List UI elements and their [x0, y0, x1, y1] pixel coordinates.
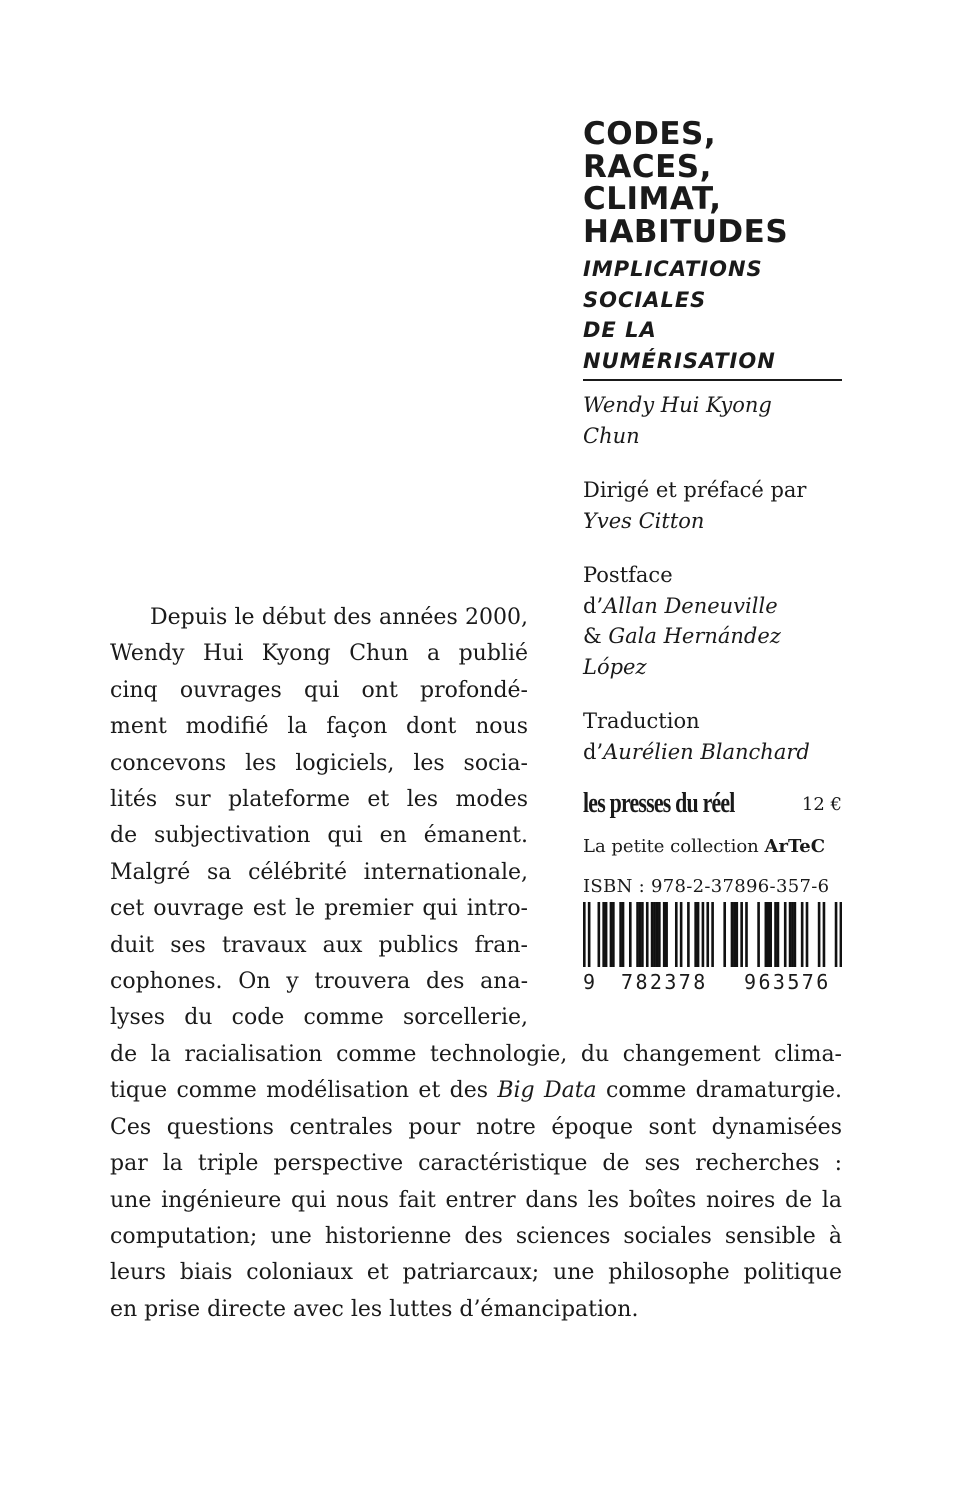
publisher-logo: les presses du réel	[583, 788, 735, 819]
postface-name-3: López	[583, 654, 647, 679]
translation-label: Traduction	[583, 709, 700, 733]
barcode-digits-right: 963576	[744, 970, 831, 994]
postface-label: Postface	[583, 563, 673, 587]
blurb-line: cophones. On y trouvera des ana-	[110, 969, 528, 995]
postface-name-2: Gala Hernández	[608, 624, 781, 648]
blurb-line: duit ses travaux aux publics fran-	[110, 932, 528, 958]
isbn: ISBN : 978-2-37896-357-6	[583, 876, 830, 897]
translation-d: d’	[583, 739, 604, 764]
blurb-line: une ingénieure qui nous fait entrer dans les boîtes noires de la	[110, 1187, 842, 1213]
blurb-line: Depuis le début des années 2000,	[150, 605, 528, 630]
blurb-line: leurs biais coloniaux et patriarcaux; une philosophe politique	[110, 1260, 842, 1286]
direction-prefix: Dirigé et préfacé par	[583, 478, 807, 502]
blurb-line: computation; une historienne des sciences sociales sensible à	[110, 1223, 842, 1249]
title-line: HABITUDES	[583, 213, 789, 250]
blurb-narrow-block	[110, 600, 842, 1037]
blurb-fragment: tique comme modélisation et des	[110, 1078, 498, 1104]
subtitle-line: DE LA	[583, 318, 657, 342]
title-divider	[583, 379, 842, 381]
barcode-digits-left: 782378	[621, 970, 708, 994]
blurb-wide-block	[110, 1037, 842, 1328]
author-line: Wendy Hui Kyong	[583, 393, 772, 417]
book-subtitle	[583, 254, 842, 376]
blurb-line: concevons les logiciels, les socia-	[110, 750, 528, 776]
translation-name: Aurélien Blanchard	[603, 739, 810, 764]
blurb-line: cinq ouvrages qui ont profondé-	[110, 677, 528, 703]
blurb-line: Wendy Hui Kyong Chun a publié	[110, 641, 528, 667]
direction-credit	[583, 475, 842, 536]
postface-name-1: Allan Deneuville	[603, 593, 778, 618]
blurb-line: par la triple perspective caractéristique de ses recherches :	[110, 1151, 842, 1177]
blurb-fragment: comme dramaturgie.	[596, 1078, 842, 1104]
collection-prefix: La petite collection	[583, 836, 765, 857]
title-line: RACES,	[583, 148, 712, 185]
blurb-line: de la racialisation comme technologie, du changement clima-	[110, 1041, 842, 1067]
book-title	[583, 118, 842, 248]
back-cover-blurb	[110, 600, 842, 1328]
postface-amp: &	[583, 624, 609, 648]
author-credit	[583, 390, 842, 451]
title-line: CODES,	[583, 116, 717, 152]
author-line: Chun	[583, 423, 640, 448]
subtitle-line: IMPLICATIONS	[583, 257, 763, 281]
blurb-line: lyses du code comme sorcellerie,	[110, 1005, 528, 1031]
blurb-line: cet ouvrage est le premier qui intro-	[110, 896, 528, 922]
blurb-italic-term: Big Data	[497, 1078, 597, 1104]
subtitle-line: NUMÉRISATION	[583, 348, 776, 373]
blurb-line: ment modifié la façon dont nous	[110, 714, 528, 740]
blurb-line: Ces questions centrales pour notre époque sont dynamisées	[110, 1114, 842, 1140]
blurb-line	[110, 1073, 842, 1109]
blurb-line: lités sur plateforme et les modes	[110, 787, 528, 813]
blurb-line: de subjectivation qui en émanent.	[110, 823, 528, 849]
subtitle-line: SOCIALES	[583, 287, 707, 312]
price: 12 €	[801, 794, 842, 815]
blurb-line: Malgré sa célébrité internationale,	[110, 859, 528, 885]
blurb-line: en prise directe avec les luttes d’émancipation.	[110, 1296, 639, 1322]
direction-name: Yves Citton	[583, 508, 705, 533]
barcode-digit-first: 9	[583, 970, 596, 994]
collection-name: ArTeC	[764, 836, 826, 857]
postface-d: d’	[583, 593, 604, 618]
title-line: CLIMAT,	[583, 181, 722, 217]
